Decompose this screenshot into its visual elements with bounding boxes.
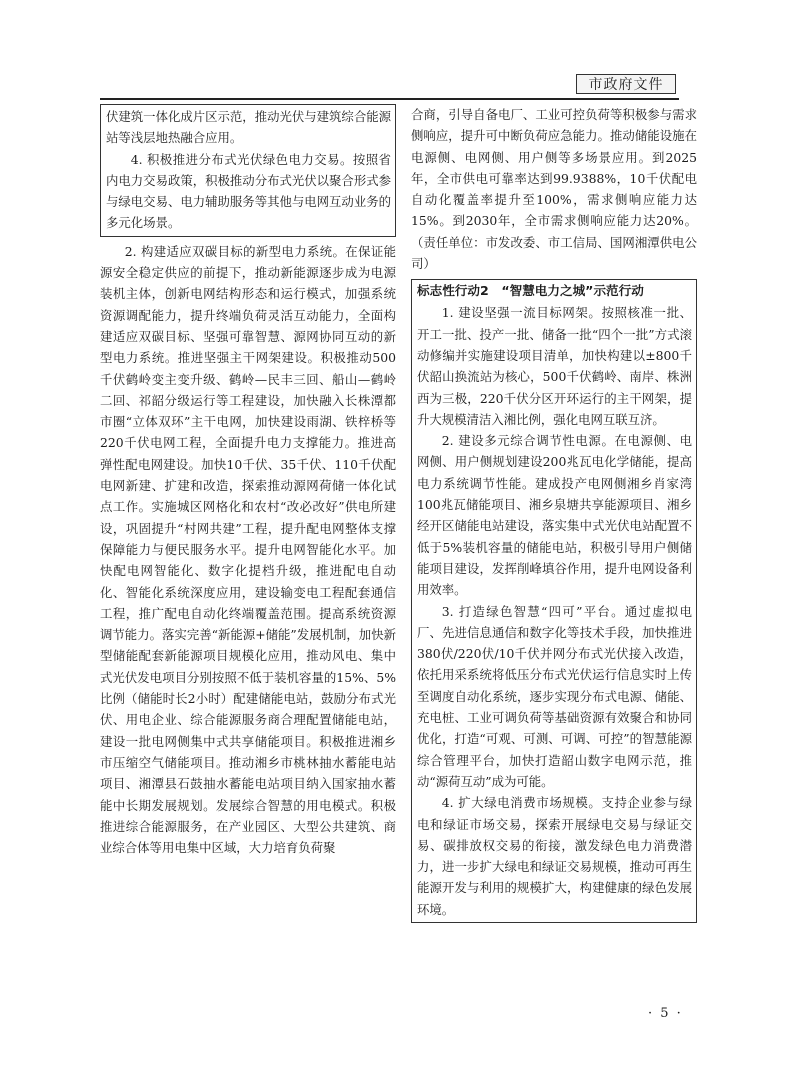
header-rule [100, 98, 679, 100]
left-column [100, 104, 396, 858]
box-paragraph: 4. 积极推进分布式光伏绿色电力交易。按照省内电力交易政策，积极推动分布式光伏以聚合形式参与绿电交易、电力辅助服务等其他与电网互动业务的多元化场景。 [106, 151, 391, 231]
action-box-title: 标志性行动2 “智慧电力之城”示范行动 [417, 283, 644, 299]
action-box [411, 279, 697, 923]
section-tag: 市政府文件 [576, 74, 676, 94]
action-item: 1. 建设坚强一流目标网架。按照核准一批、开工一批、投产一批、储备一批“四个一批”方式滚动修编并实施建设项目清单，加快构建以±800千伏韶山换流站为核心，500千伏鹤岭、南岸、株洲西为三极，220千伏分区开环运行的主干网架，提升大规模清洁入湘比例，强化电网互联互济。 [417, 305, 692, 427]
right-column [411, 104, 697, 923]
box-paragraph: 伏建筑一体化成片区示范，推动光伏与建筑综合能源站等浅层地热融合应用。 [106, 109, 391, 146]
action-item: 2. 建设多元综合调节性电源。在电源侧、电网侧、用户侧规划建设200兆瓦电化学储能，提高电力系统调节性能。建成投产电网侧湘乡肖家湾100兆瓦储能项目、湘乡泉塘共享能源项目、湘乡经开区储能电站建设，落实集中式光伏电站配置不低于5%装机容量的储能电站，积极引导用户侧储能项目建设，发挥削峰填谷作用，提升电网设备利用效率。 [417, 433, 692, 598]
action-item: 3. 打造绿色智慧“四可”平台。通过虚拟电厂、先进信息通信和数字化等技术手段，加快推进380伏/220伏/10千伏并网分布式光伏接入改造，依托用采系统将低压分布式光伏运行信息实时上传至调度自动化系统，逐步实现分布式电源、储能、充电桩、工业可调负荷等基础资源有效聚合和协同优化，打造“可观、可测、可调、可控”的智慧能源综合管理平台，加快打造韶山数字电网示范，推动“源荷互动”成为可能。 [417, 603, 692, 789]
body-paragraph: 合商，引导自备电厂、工业可控负荷等积极参与需求侧响应，提升可中断负荷应急能力。推动储能设施在电源侧、电网侧、用户侧等多场景应用。到2025年，全市供电可靠率达到99.9388%，10千伏配电自动化覆盖率提升至100%，需求侧响应能力达15%。到2030年，全市需求侧响应能力达20%。（责任单位：市发改委、市工信局、国网湘潭供电公司） [411, 107, 697, 272]
continued-box [100, 104, 396, 237]
body-paragraph: 2. 构建适应双碳目标的新型电力系统。在保证能源安全稳定供应的前提下，推动新能源逐步成为电源装机主体，创新电网结构形态和运行模式，加强系统资源调配能力，提升终端负荷灵活互动能力，全面构建适应双碳目标、坚强可靠智慧、源网协同互动的新型电力系统。推进坚强主干网架建设。积极推动500千伏鹤岭变主变升级、鹤岭—民丰三回、船山—鹤岭二回、祁韶分级运行等工程建设，加快融入长株潭都市圈“立体双环”主干电网，加快建设雨湖、铁梓桥等220千伏电网工程，全面提升电力支撑能力。推进高弹性配电网建设。加快10千伏、35千伏、110千伏配电网新建、扩建和改造，探索推动源网荷储一体化试点工作。实施城区网格化和农村“改必改好”供电所建设，巩固提升“村网共建”工程，提升配电网整体支撑保障能力与便民服务水平。提升电网智能化水平。加快配电网智能化、数字化提档升级，推进配电自动化、智能化系统深度应用，建设输变电工程配套通信工程，推广配电自动化终端覆盖范围。提高系统资源调节能力。落实完善“新能源+储能”发展机制，加快新型储能配套新能源项目规模化应用，推动风电、集中式光伏发电项目分别按照不低于装机容量的15%、5%比例（储能时长2小时）配建储能电站，鼓励分布式光伏、用电企业、综合能源服务商合理配置储能电站，建设一批电网侧集中式共享储能项目。积极推进湘乡市压缩空气储能项目。推动湘乡市桃林抽水蓄能电站项目、湘潭县石鼓抽水蓄能电站项目纳入国家抽水蓄能中长期发展规划。发展综合智慧的用电模式。积极推进综合能源服务，在产业园区、大型公共建筑、商业综合体等用电集中区域，大力培育负荷聚 [100, 243, 396, 856]
action-item: 4. 扩大绿电消费市场规模。支持企业参与绿电和绿证市场交易，探索开展绿电交易与绿证交易、碳排放权交易的衔接，激发绿色电力消费潜力，进一步扩大绿电和绿证交易规模，推动可再生能源开发与利用的规模扩大，构建健康的绿色发展环境。 [417, 795, 692, 917]
page-number: · 5 · [648, 1006, 683, 1021]
